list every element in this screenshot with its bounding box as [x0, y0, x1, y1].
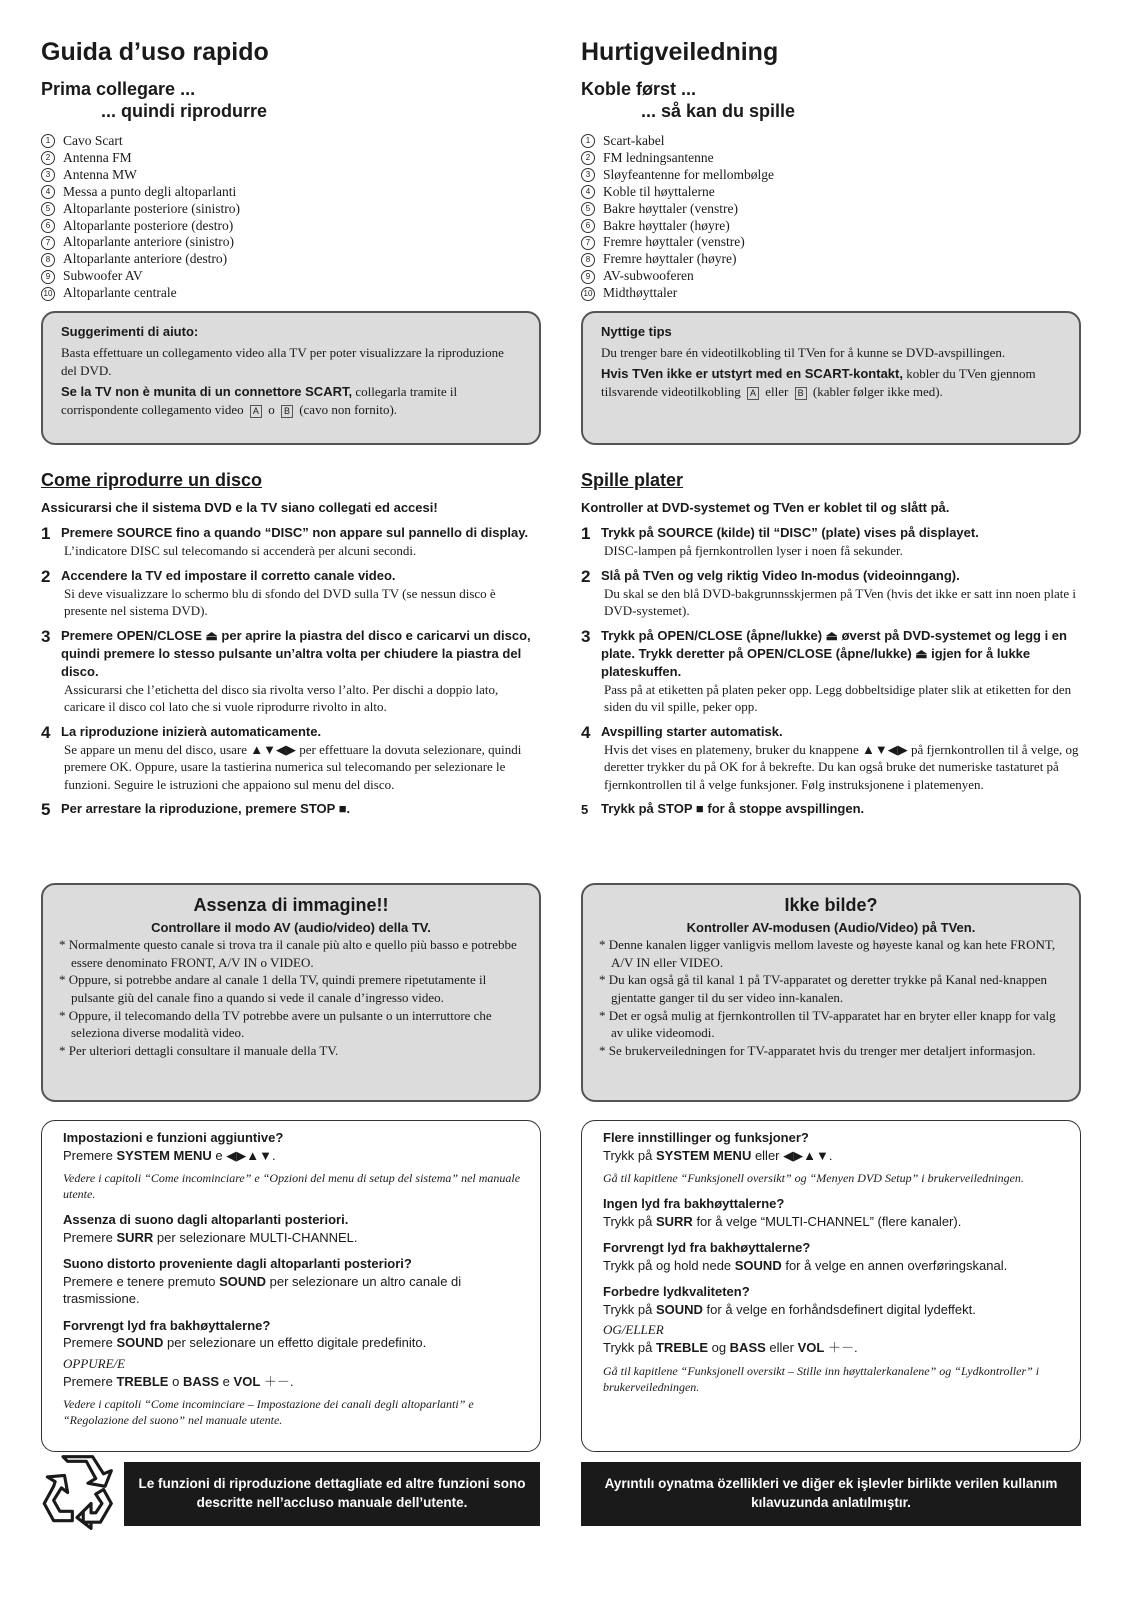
number-badge: 8 [581, 253, 595, 267]
list-item [41, 251, 240, 268]
faq-answer: Premere SOUND per selezionare un effetto digitale predefinito. [63, 1335, 427, 1350]
faq-answer: Premere e tenere premuto SOUND per selezionare un altro canale di trasmissione. [63, 1273, 462, 1306]
list-item [581, 251, 774, 268]
faq-answer: Premere TREBLE o BASS e VOL ＋－. [63, 1373, 294, 1389]
tips-scart-note: Hvis TVen ikke er utstyrt med en SCART-kontakt, kobler du TVen gjennom tilsvarende videotilkobling A eller B (kabler følger ikke med). [601, 366, 1036, 399]
number-badge: 2 [41, 151, 55, 165]
no-picture-title: Ikke bilde? [784, 895, 878, 915]
connector-b-label: B [795, 387, 807, 400]
step [41, 567, 541, 620]
step-detail: Se appare un menu del disco, usare ▲▼◀▶ per effettuare la dovuta selezionare, quindi premere OK. Oppure, usare la tastierina numerica sul telecomando per selezionare le funzioni. Seguire le istruzioni che appaiono sul menu del disco. [64, 741, 522, 792]
faq-heading: Assenza di suono dagli altoparlanti posteriori. [63, 1212, 349, 1227]
list-item [41, 234, 240, 251]
part-label: Altoparlante centrale [63, 285, 177, 301]
step [41, 723, 541, 794]
step [581, 567, 1081, 620]
parts-list [581, 133, 774, 302]
faq-or: OPPURE/E [63, 1355, 126, 1371]
faq-answer: Premere SURR per selezionare MULTI-CHANNEL. [63, 1229, 358, 1245]
footer-banner: Le funzioni di riproduzione dettagliate ed altre funzioni sono descritte nell’accluso manuale dell’utente. [124, 1462, 540, 1526]
list-item [41, 184, 240, 201]
step-detail: Assicurarsi che l’etichetta del disco sia rivolta verso l’alto. Per dischi a doppio lato, caricare il disco col lato che si vuole riprodurre rivolto in alto. [64, 681, 499, 714]
step-detail: Pass på at etiketten på platen peker opp. Legg dobbeltsidige plater slik at etiketten for den siden du vil spille, peker opp. [604, 681, 1072, 714]
tips-heading: Suggerimenti di aiuto: [61, 324, 199, 339]
play-steps [581, 524, 1081, 825]
play-section-title: Spille plater [581, 470, 684, 490]
part-label: Antenna MW [63, 166, 137, 182]
part-label: Fremre høyttaler (venstre) [603, 234, 745, 250]
list-item [581, 167, 774, 184]
faq-heading: Impostazioni e funzioni aggiuntive? [63, 1130, 284, 1145]
list-item [581, 133, 774, 150]
list-item: * Oppure, il telecomando della TV potrebbe avere un pulsante o un interruttore che seleziona diverse modalità video. [59, 1007, 492, 1041]
list-item: * Denne kanalen ligger vanligvis mellom laveste og høyeste kanal og kan hete FRONT, A/V IN eller VIDEO. [599, 937, 1056, 970]
step-number: 1 [41, 524, 51, 543]
no-picture-subtitle: Kontroller AV-modusen (Audio/Video) på TVen. [686, 919, 976, 935]
step-detail: Du skal se den blå DVD-bakgrunnsskjermen på TVen (hvis det ikke er satt inn noen plate i DVD-systemet). [604, 585, 1076, 618]
subtitle-connect: Koble først ... [581, 79, 697, 99]
step-detail: Hvis det vises en platemeny, bruker du knappene ▲▼◀▶ på fjernkontrollen til å velge, og deretter trykker du på OK for å bekrefte. Du kan også bruke det numeriske tastaturet på fjernkontrollen til å velge funksjoner. Følg instruksjonene i platemenyen. [604, 741, 1079, 792]
number-badge: 5 [581, 202, 595, 216]
no-picture-list [599, 936, 1063, 1059]
faq-heading: Flere innstillinger og funksjoner? [603, 1130, 809, 1145]
number-badge: 5 [41, 202, 55, 216]
subtitle-connect: Prima collegare ... [41, 79, 196, 99]
part-label: AV-subwooferen [603, 268, 694, 284]
number-badge: 1 [41, 134, 55, 148]
list-item [581, 268, 774, 285]
tips-text: Basta effettuare un collegamento video alla TV per poter visualizzare la riproduzione del DVD. [61, 345, 504, 378]
more-settings-box [581, 1120, 1081, 1452]
faq-heading: Forvrengt lyd fra bakhøyttalerne? [603, 1240, 811, 1255]
number-badge: 7 [581, 236, 595, 250]
more-settings-box [41, 1120, 541, 1452]
step-detail: L’indicatore DISC sul telecomando si accenderà per alcuni secondi. [64, 543, 417, 558]
list-item: * Normalmente questo canale si trova tra il canale più alto e quello più basso e potrebbe essere denominato FRONT, A/V IN o VIDEO. [59, 937, 517, 970]
number-badge: 6 [581, 219, 595, 233]
number-badge: 10 [41, 287, 55, 301]
step-heading: La riproduzione inizierà automaticamente. [61, 723, 322, 739]
faq-answer: Trykk på SURR for å velge “MULTI-CHANNEL” (flere kanaler). [603, 1213, 962, 1229]
list-item: * Se brukerveiledningen for TV-apparatet hvis du trenger mer detaljert informasjon. [599, 1042, 1036, 1058]
number-badge: 2 [581, 151, 595, 165]
part-label: Altoparlante posteriore (sinistro) [63, 200, 240, 216]
number-badge: 10 [581, 287, 595, 301]
parts-list [41, 133, 240, 302]
step-number: 5 [41, 800, 51, 819]
faq-or: OG/ELLER [603, 1322, 664, 1337]
tips-heading: Nyttige tips [601, 324, 672, 339]
part-label: Fremre høyttaler (høyre) [603, 251, 737, 267]
number-badge: 7 [41, 236, 55, 250]
number-badge: 9 [41, 270, 55, 284]
step-number: 2 [581, 566, 591, 586]
list-item: * Oppure, si potrebbe andare al canale 1 della TV, quindi premere ripetutamente il pulsante giù del canale fino a quando si vede il canale d’ingresso video. [59, 972, 487, 1005]
tips-text: Du trenger bare én videotilkobling til TVen for å kunne se DVD-avspillingen. [601, 345, 1006, 360]
list-item [41, 285, 240, 302]
step-number: 5 [581, 802, 589, 817]
tips-box [581, 311, 1081, 445]
faq-reference: Vedere i capitoli “Come incominciare – Impostazione dei canali degli altoparlanti” e “Regolazione del suono” nel manuale utente. [63, 1397, 474, 1427]
list-item [41, 167, 240, 184]
part-label: FM ledningsantenne [603, 149, 714, 165]
subtitle-play: ... quindi riprodurre [101, 101, 267, 121]
number-badge: 3 [581, 168, 595, 182]
part-label: Scart-kabel [603, 133, 665, 148]
list-item [41, 268, 240, 285]
number-badge: 3 [41, 168, 55, 182]
list-item: * Det er også mulig at fjernkontrollen til TV-apparatet har en bryter eller knapp for valg av ulike videomodi. [599, 1007, 1056, 1041]
step [41, 627, 541, 716]
step-heading: Per arrestare la riproduzione, premere STOP ■. [61, 801, 351, 816]
faq-answer: Premere SYSTEM MENU e ◀▶▲▼. [63, 1147, 276, 1163]
faq-reference: Vedere i capitoli “Come incominciare” e “Opzioni del menu di setup del sistema” nel manuale utente. [63, 1171, 521, 1201]
list-item [41, 150, 240, 167]
part-label: Bakre høyttaler (venstre) [603, 200, 738, 216]
connector-b-label: B [281, 405, 293, 418]
step [581, 627, 1081, 716]
faq-heading: Ingen lyd fra bakhøyttalerne? [603, 1196, 785, 1211]
faq-answer: Trykk på SOUND for å velge en forhåndsdefinert digital lydeffekt. [603, 1301, 976, 1317]
faq-reference: Gå til kapitlene “Funksjonell oversikt” og “Menyen DVD Setup” i brukerveiledningen. [603, 1171, 1024, 1185]
tips-box [41, 311, 541, 445]
page-title: Guida d’uso rapido [41, 38, 269, 66]
part-label: Antenna FM [63, 149, 132, 165]
step-number: 3 [581, 626, 591, 646]
footer-banner: Ayrıntılı oynatma özellikleri ve diğer ek işlevler birlikte verilen kullanım kılavuzunda anlatılmıştır. [581, 1462, 1081, 1526]
part-label: Sløyfeantenne for mellombølge [603, 166, 774, 182]
no-picture-box [581, 883, 1081, 1102]
faq-answer: Trykk på SYSTEM MENU eller ◀▶▲▼. [603, 1147, 833, 1163]
tips-scart-note: Se la TV non è munita di un connettore SCART, collegarla tramite il corrispondente collegamento video A o B (cavo non fornito). [61, 384, 458, 417]
step-number: 4 [41, 722, 51, 742]
step [581, 723, 1081, 794]
play-steps [41, 524, 541, 827]
list-item [581, 285, 774, 302]
step-number: 2 [41, 566, 51, 586]
list-item: * Du kan også gå til kanal 1 på TV-apparatet og deretter trykke på Kanal ned-knappen gjentatte ganger til du ser video inn-kanalen. [599, 972, 1047, 1005]
number-badge: 9 [581, 270, 595, 284]
step-heading: Premere SOURCE fino a quando “DISC” non appare sul pannello di display. [61, 525, 529, 540]
faq-reference: Gå til kapitlene “Funksjonell oversikt – Stille inn høyttalerkanalene” og “Lydkontroller” i brukerveiledningen. [603, 1363, 1040, 1394]
no-picture-title: Assenza di immagine!! [193, 895, 389, 915]
part-label: Cavo Scart [63, 133, 123, 148]
part-label: Koble til høyttalerne [603, 183, 715, 199]
page-title: Hurtigveiledning [581, 38, 779, 66]
step [41, 800, 541, 820]
part-label: Bakre høyttaler (høyre) [603, 217, 730, 233]
play-section-title: Come riprodurre un disco [41, 470, 263, 490]
list-item [41, 133, 240, 150]
list-item [581, 201, 774, 218]
faq-heading: Forvrengt lyd fra bakhøyttalerne? [63, 1317, 271, 1333]
list-item [41, 218, 240, 235]
list-item [581, 234, 774, 251]
part-label: Messa a punto degli altoparlanti [63, 183, 237, 199]
part-label: Altoparlante posteriore (destro) [63, 217, 234, 233]
step [581, 800, 1081, 818]
recycle-icon [38, 1452, 116, 1530]
number-badge: 4 [581, 185, 595, 199]
no-picture-subtitle: Controllare il modo AV (audio/video) della TV. [151, 919, 431, 935]
step-heading: Slå på TVen og velg riktig Video In-modus (videoinngang). [601, 567, 960, 583]
list-item [41, 201, 240, 218]
list-item [581, 218, 774, 235]
play-section-subtitle: Kontroller at DVD-systemet og TVen er koblet til og slått på. [581, 500, 950, 515]
step-detail: Si deve visualizzare lo schermo blu di sfondo del DVD sulla TV (se nessun disco è presente nel sistema DVD). [64, 585, 496, 618]
step-heading: Trykk på OPEN/CLOSE (åpne/lukke) ⏏ øverst på DVD-systemet og legg i en plate. Trykk deretter på OPEN/CLOSE (åpne/lukke) ⏏ igjen for å lukke plateskuffen. [601, 627, 1067, 679]
step-number: 1 [581, 524, 591, 543]
step-heading: Accendere la TV ed impostare il corretto canale video. [61, 567, 396, 583]
step [581, 524, 1081, 560]
list-item [581, 184, 774, 201]
number-badge: 8 [41, 253, 55, 267]
step-detail: DISC-lampen på fjernkontrollen lyser i noen få sekunder. [604, 543, 903, 558]
faq-heading: Forbedre lydkvaliteten? [603, 1284, 750, 1299]
part-label: Altoparlante anteriore (destro) [63, 251, 228, 267]
list-item [581, 150, 774, 167]
faq-answer: Trykk på og hold nede SOUND for å velge en annen overføringskanal. [603, 1257, 1008, 1273]
no-picture-box [41, 883, 541, 1102]
part-label: Subwoofer AV [63, 268, 143, 284]
list-item: * Per ulteriori dettagli consultare il manuale della TV. [59, 1042, 339, 1058]
step-number: 4 [581, 722, 591, 742]
step-heading: Premere OPEN/CLOSE ⏏ per aprire la piastra del disco e caricarvi un disco, quindi premere lo stesso pulsante un’altra volta per chiudere la piastra del disco. [61, 627, 531, 679]
faq-heading: Suono distorto proveniente dagli altoparlanti posteriori? [63, 1256, 412, 1271]
part-label: Midthøyttaler [603, 285, 678, 301]
part-label: Altoparlante anteriore (sinistro) [63, 234, 234, 250]
play-section-subtitle: Assicurarsi che il sistema DVD e la TV siano collegati ed accesi! [41, 500, 438, 515]
step-heading: Avspilling starter automatisk. [601, 723, 783, 739]
number-badge: 4 [41, 185, 55, 199]
step [41, 524, 541, 560]
step-heading: Trykk på STOP ■ for å stoppe avspillingen. [601, 801, 865, 816]
number-badge: 1 [581, 134, 595, 148]
no-picture-list [59, 936, 523, 1059]
subtitle-play: ... så kan du spille [641, 101, 796, 121]
faq-answer: Trykk på TREBLE og BASS eller VOL ＋－. [603, 1340, 858, 1355]
step-heading: Trykk på SOURCE (kilde) til “DISC” (plate) vises på displayet. [601, 525, 979, 540]
step-number: 3 [41, 626, 51, 646]
connector-a-label: A [250, 405, 262, 418]
connector-a-label: A [747, 387, 759, 400]
number-badge: 6 [41, 219, 55, 233]
